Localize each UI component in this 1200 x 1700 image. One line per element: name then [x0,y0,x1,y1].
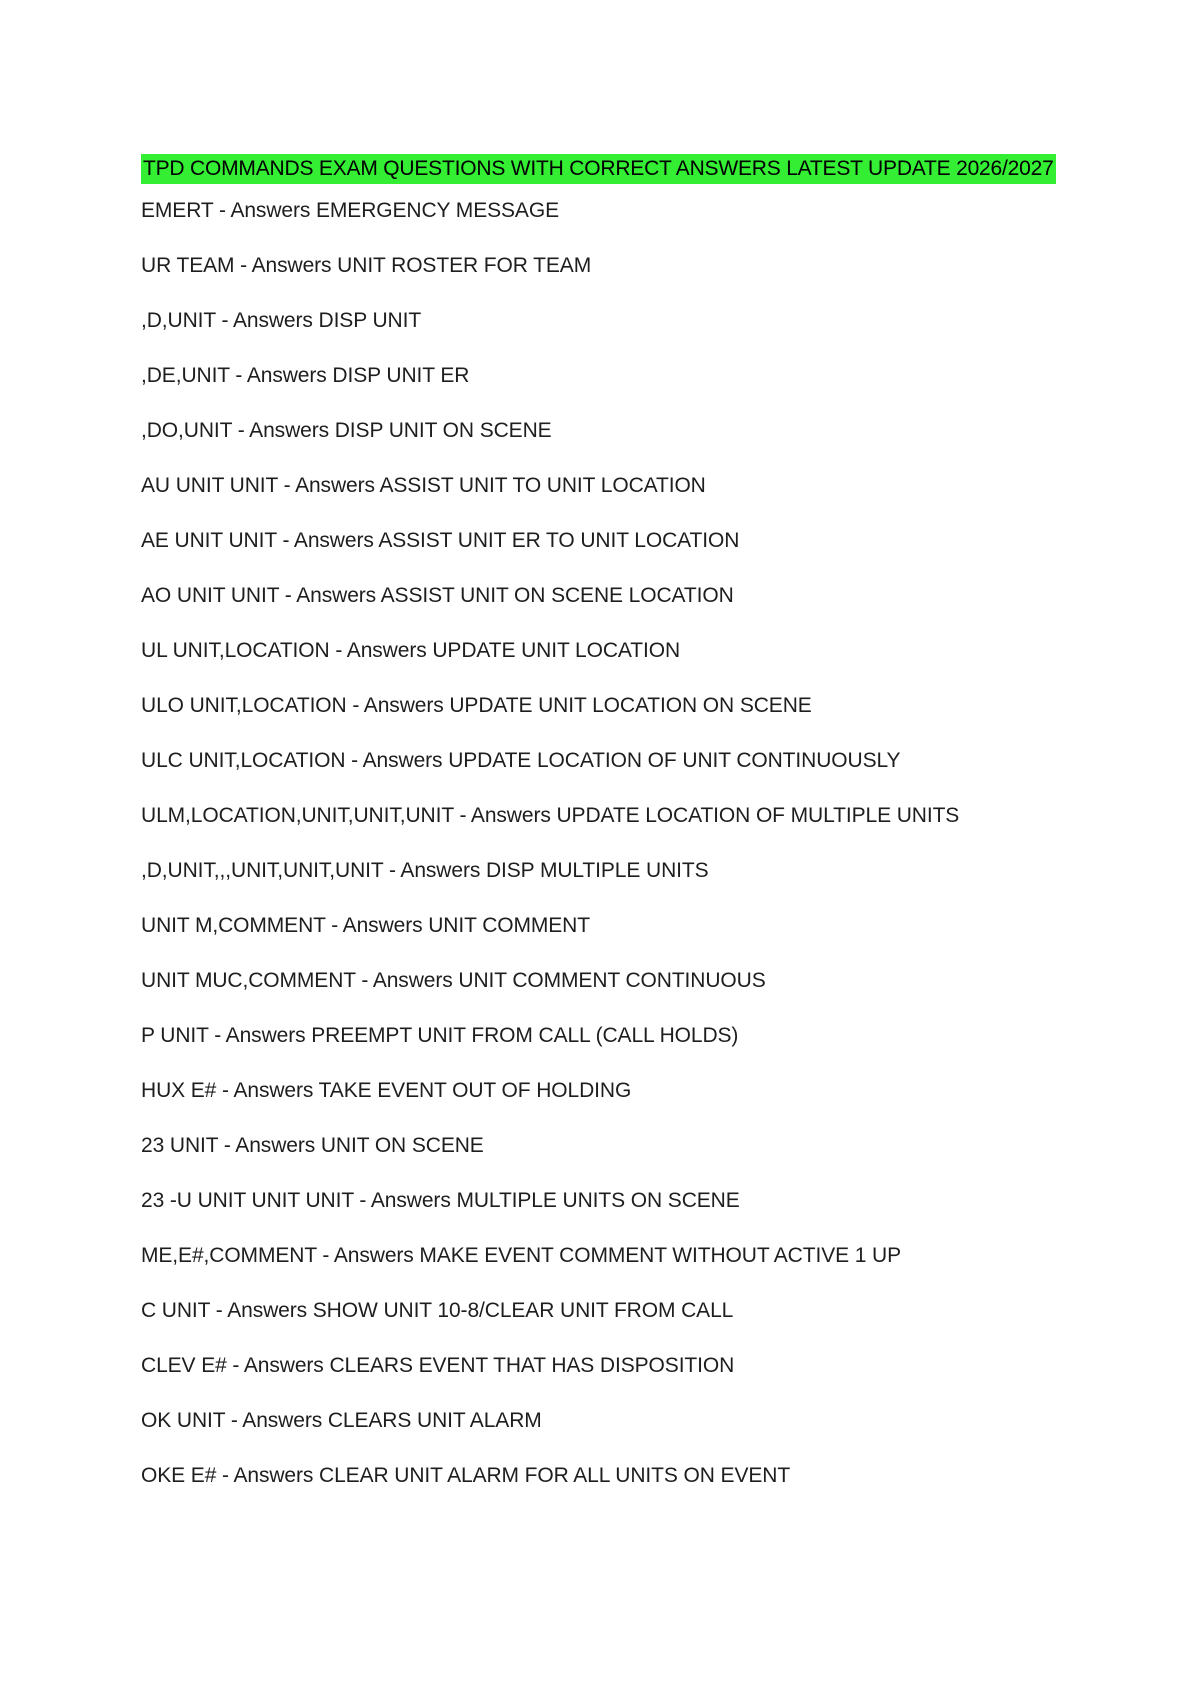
qa-item: 23 UNIT - Answers UNIT ON SCENE [141,1134,484,1157]
qa-item: CLEV E# - Answers CLEARS EVENT THAT HAS DISPOSITION [141,1354,735,1377]
qa-item: EMERT - Answers EMERGENCY MESSAGE [141,199,559,222]
qa-item: 23 -U UNIT UNIT UNIT - Answers MULTIPLE UNITS ON SCENE [141,1189,740,1212]
qa-list [141,196,1141,1491]
document-content [141,154,1141,1516]
qa-item: ,D,UNIT,,,UNIT,UNIT,UNIT - Answers DISP MULTIPLE UNITS [141,859,709,882]
qa-item: ULO UNIT,LOCATION - Answers UPDATE UNIT LOCATION ON SCENE [141,694,812,717]
qa-item: UNIT M,COMMENT - Answers UNIT COMMENT [141,914,590,937]
qa-item: P UNIT - Answers PREEMPT UNIT FROM CALL (CALL HOLDS) [141,1024,739,1047]
qa-item: ULM,LOCATION,UNIT,UNIT,UNIT - Answers UPDATE LOCATION OF MULTIPLE UNITS [141,804,960,827]
qa-item: UR TEAM - Answers UNIT ROSTER FOR TEAM [141,254,592,277]
qa-item: ,DE,UNIT - Answers DISP UNIT ER [141,364,470,387]
qa-item: UL UNIT,LOCATION - Answers UPDATE UNIT LOCATION [141,639,681,662]
qa-item: AU UNIT UNIT - Answers ASSIST UNIT TO UNIT LOCATION [141,474,706,497]
document-title: TPD COMMANDS EXAM QUESTIONS WITH CORRECT ANSWERS LATEST UPDATE 2026/2027 [141,154,1056,184]
qa-item: OKE E# - Answers CLEAR UNIT ALARM FOR ALL UNITS ON EVENT [141,1464,791,1487]
qa-item: ,D,UNIT - Answers DISP UNIT [141,309,422,332]
qa-item: C UNIT - Answers SHOW UNIT 10-8/CLEAR UNIT FROM CALL [141,1299,734,1322]
qa-item: ULC UNIT,LOCATION - Answers UPDATE LOCATION OF UNIT CONTINUOUSLY [141,749,901,772]
qa-item: UNIT MUC,COMMENT - Answers UNIT COMMENT CONTINUOUS [141,969,766,992]
qa-item: AO UNIT UNIT - Answers ASSIST UNIT ON SCENE LOCATION [141,584,734,607]
qa-item: ,DO,UNIT - Answers DISP UNIT ON SCENE [141,419,552,442]
qa-item: OK UNIT - Answers CLEARS UNIT ALARM [141,1409,542,1432]
qa-item: AE UNIT UNIT - Answers ASSIST UNIT ER TO UNIT LOCATION [141,529,740,552]
qa-item: HUX E# - Answers TAKE EVENT OUT OF HOLDING [141,1079,632,1102]
qa-item: ME,E#,COMMENT - Answers MAKE EVENT COMMENT WITHOUT ACTIVE 1 UP [141,1244,902,1267]
